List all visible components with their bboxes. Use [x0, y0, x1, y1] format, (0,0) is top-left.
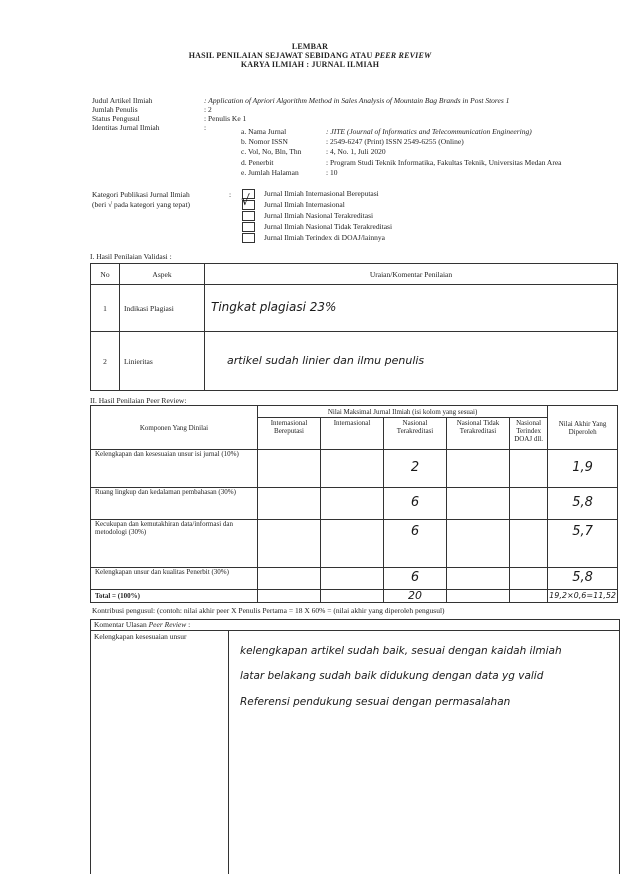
category-option-2: Jurnal Ilmiah Internasional — [264, 200, 345, 209]
peer-head-komponen: Komponen Yang Dinilai — [91, 406, 258, 450]
peer-row-label-1: Kelengkapan dan kesesuaian unsur isi jurnal (10%) — [91, 450, 258, 488]
peer-total-nasional: 20 — [408, 588, 422, 602]
journal-label-issn: b. Nomor ISSN — [241, 137, 288, 146]
table-row — [91, 332, 618, 391]
category-checkbox-5[interactable] — [242, 233, 255, 243]
doc-title-main — [0, 51, 620, 60]
peer-subhead-1: Internasional Bereputasi — [258, 418, 321, 450]
peer-row-label-2: Ruang lingkup dan kedalaman pembahasan (30%) — [91, 488, 258, 520]
table-row — [91, 590, 618, 603]
journal-value-issn: : 2549-6247 (Print) ISSN 2549-6255 (Online) — [326, 137, 464, 146]
komentar-header-colon: : — [186, 620, 191, 629]
peer-head-akhir: Nilai Akhir Yang Diperoleh — [548, 406, 618, 450]
validasi-table — [90, 263, 618, 391]
journal-label-halaman: e. Jumlah Halaman — [241, 168, 299, 177]
category-check-mark: √ — [241, 193, 250, 209]
journal-value-vol: : 4, No. 1, Juli 2020 — [326, 147, 386, 156]
peer-row-akhir-1: 1,9 — [572, 460, 593, 475]
journal-label-vol: c. Vol, No, Bln, Thn — [241, 147, 302, 156]
identity-label-status: Status Pengusul — [92, 114, 140, 123]
category-option-1: Jurnal Ilmiah Internasional Bereputasi — [264, 189, 379, 198]
peer-table — [90, 405, 618, 603]
category-checkbox-3[interactable] — [242, 211, 255, 221]
validasi-no-2: 2 — [91, 332, 120, 391]
peer-row-label-4: Kelengkapan unsur dan kualitas Penerbit (30%) — [91, 568, 258, 590]
identity-label-jumlah: Jumlah Penulis — [92, 105, 138, 114]
table-row — [91, 520, 618, 568]
doc-title-sub: KARYA ILMIAH : JURNAL ILMIAH — [240, 60, 380, 69]
peer-row-nasional-1: 2 — [410, 460, 420, 475]
identity-value-jurnal: : — [204, 123, 207, 132]
journal-value-penerbit: : Program Studi Teknik Informatika, Fakultas Teknik, Universitas Medan Area — [326, 158, 562, 167]
peer-row-akhir-3: 5,7 — [572, 524, 593, 539]
journal-value-nama: : JITE (Journal of Informatics and Telecommunication Engineering) — [326, 127, 532, 136]
category-hint: (beri √ pada kategori yang tepat) — [92, 200, 191, 209]
peer-row-nasional-2: 6 — [410, 495, 420, 510]
peer-row-akhir-4: 5,8 — [572, 570, 593, 585]
peer-subhead-5: Nasional Terindex DOAJ dll. — [510, 418, 548, 450]
komentar-line-2: latar belakang sudah baik didukung dengan data yg valid — [240, 670, 544, 682]
validasi-comment-2: artikel sudah linier dan ilmu penulis — [227, 354, 425, 367]
identity-label-judul: Judul Artikel Ilmiah — [92, 96, 153, 105]
peer-total-akhir: 19,2×0,6=11,52 — [549, 591, 616, 600]
journal-label-penerbit: d. Penerbit — [241, 158, 274, 167]
peer-row-akhir-2: 5,8 — [572, 495, 593, 510]
doc-title-lembar: LEMBAR — [291, 42, 329, 51]
identity-value-judul: : Application of Apriori Algorithm Method in Sales Analysis of Mountain Bag Brands in Post Stores 1 — [204, 96, 510, 105]
table-row — [91, 488, 618, 520]
validasi-aspek-1: Indikasi Plagiasi — [120, 285, 205, 332]
journal-value-halaman: : 10 — [326, 168, 338, 177]
komentar-header-plain: Komentar Ulasan — [94, 620, 149, 629]
validasi-head-no: No — [91, 264, 120, 285]
category-checkbox-4[interactable] — [242, 222, 255, 232]
category-label: Kategori Publikasi Jurnal Ilmiah — [92, 190, 190, 199]
section-peer-title: II. Hasil Penilaian Peer Review: — [90, 396, 187, 405]
peer-row-nasional-3: 6 — [410, 524, 420, 539]
peer-row-nasional-4: 6 — [410, 570, 420, 585]
table-row — [91, 568, 618, 590]
validasi-aspek-2: Linieritas — [120, 332, 205, 391]
komentar-header — [94, 620, 190, 629]
validasi-no-1: 1 — [91, 285, 120, 332]
category-colon: : — [229, 190, 232, 199]
komentar-label: Kelengkapan kesesuaian unsur — [94, 632, 187, 641]
validasi-head-aspek: Aspek — [120, 264, 205, 285]
kontribusi-text: Kontribusi pengusul: (contoh: nilai akhir peer X Penulis Pertama = 18 X 60% = (nilai akhir yang diperoleh pengusul) — [92, 606, 445, 615]
identity-label-jurnal: Identitas Jurnal Ilmiah — [92, 123, 160, 132]
komentar-label-cell — [90, 630, 229, 874]
category-option-5: Jurnal Ilmiah Terindex di DOAJ/lainnya — [264, 233, 385, 242]
identity-value-jumlah: : 2 — [204, 105, 212, 114]
journal-label-nama: a. Nama Jurnal — [241, 127, 287, 136]
doc-title-main-italic: PEER REVIEW — [374, 51, 432, 60]
peer-total-label: Total = (100%) — [91, 590, 258, 603]
validasi-head-uraian: Uraian/Komentar Penilaian — [205, 264, 618, 285]
category-option-4: Jurnal Ilmiah Nasional Tidak Terakreditasi — [264, 222, 393, 231]
peer-subhead-3: Nasional Terakreditasi — [384, 418, 447, 450]
peer-head-max: Nilai Maksimal Jurnal Ilmiah (isi kolom yang sesuai) — [258, 406, 548, 418]
peer-subhead-2: Internasional — [321, 418, 384, 450]
peer-row-label-3: Kecukupan dan kemutakhiran data/informasi dan metodologi (30%) — [91, 520, 258, 568]
section-validasi-title: I. Hasil Penilaian Validasi : — [90, 252, 172, 261]
table-row — [91, 450, 618, 488]
identity-value-status: : Penulis Ke 1 — [204, 114, 247, 123]
validasi-comment-1: Tingkat plagiasi 23% — [211, 300, 337, 314]
komentar-line-1: kelengkapan artikel sudah baik, sesuai dengan kaidah ilmiah — [240, 645, 562, 657]
peer-subhead-4: Nasional Tidak Terakreditasi — [447, 418, 510, 450]
doc-title-main-plain: HASIL PENILAIAN SEJAWAT SEBIDANG ATAU — [188, 51, 375, 60]
komentar-line-3: Referensi pendukung sesuai dengan permasalahan — [240, 696, 511, 708]
table-row — [91, 285, 618, 332]
komentar-header-italic: Peer Review — [148, 620, 187, 629]
category-option-3: Jurnal Ilmiah Nasional Terakreditasi — [264, 211, 374, 220]
